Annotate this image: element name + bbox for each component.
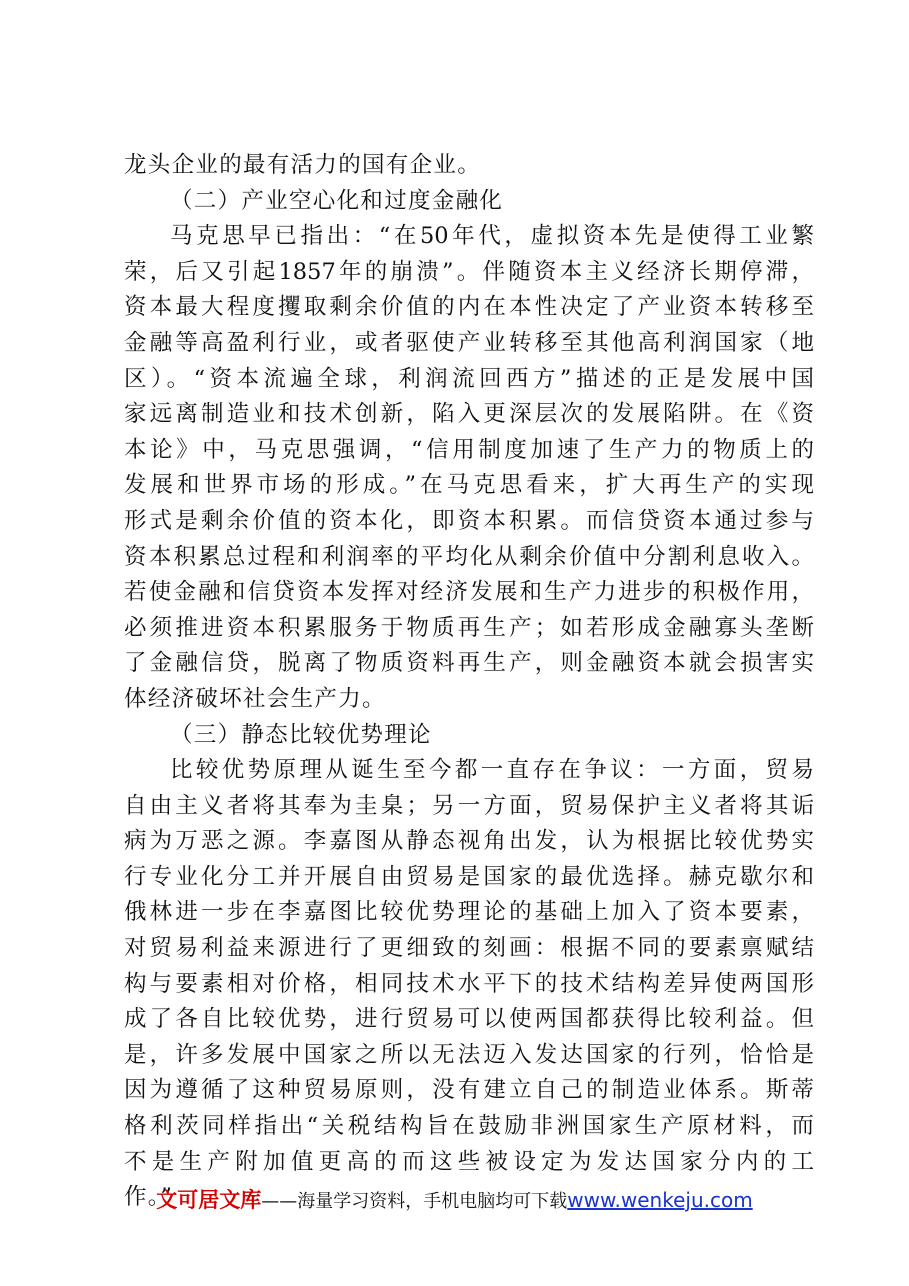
document-body	[124, 148, 814, 1216]
text-line: 格利茨同样指出“关税结构旨在鼓励非洲国家生产原材料，而	[124, 1113, 814, 1140]
text-line: 体经济破坏社会生产力。	[124, 685, 386, 712]
text-line: 金融等高盈利行业，或者驱使产业转移至其他高利润国家（地	[124, 329, 814, 356]
text-line: 若使金融和信贷资本发挥对经济发展和生产力进步的积极作用，	[124, 579, 814, 606]
text-line: 本论》中，马克思强调，“信用制度加速了生产力的物质上的	[124, 436, 814, 463]
section-heading-3: （三）静态比较优势理论	[170, 721, 432, 748]
text-line: 资本最大程度攫取剩余价值的内在本性决定了产业资本转移至	[124, 294, 814, 321]
section-heading-2: （二）产业空心化和过度金融化	[170, 187, 504, 214]
text-line: 对贸易利益来源进行了更细致的刻画：根据不同的要素禀赋结	[124, 935, 814, 962]
text-line: 了金融信贷，脱离了物质资料再生产，则金融资本就会损害实	[124, 650, 814, 677]
site-footer-banner	[0, 1184, 909, 1214]
text-line: 龙头企业的最有活力的国有企业。	[124, 152, 482, 178]
text-line: 自由主义者将其奉为圭臬；另一方面，贸易保护主义者将其诟	[124, 792, 814, 819]
text-line: 区）。“资本流遍全球，利润流回西方”描述的正是发展中国	[124, 365, 814, 392]
text-line: 马克思早已指出：“在50年代，虚拟资本先是使得工业繁	[170, 223, 814, 250]
footer-tagline: ——海量学习资料，手机电脑均可下载	[261, 1191, 568, 1212]
text-line: 形式是剩余价值的资本化，即资本积累。而信贷资本通过参与	[124, 507, 814, 534]
text-line: 资本积累总过程和利润率的平均化从剩余价值中分割利息收入。	[124, 543, 814, 570]
text-line: 因为遵循了这种贸易原则，没有建立自己的制造业体系。斯蒂	[124, 1077, 814, 1104]
text-line: 作。”	[124, 1184, 174, 1211]
text-line: 构与要素相对价格，相同技术水平下的技术结构差异使两国形	[124, 970, 814, 997]
text-line: 不是生产附加值更高的而这些被设定为发达国家分内的工	[124, 1148, 814, 1175]
text-line: 发展和世界市场的形成。”在马克思看来，扩大再生产的实现	[124, 472, 814, 499]
text-line: 俄林进一步在李嘉图比较优势理论的基础上加入了资本要素，	[124, 899, 814, 926]
text-line: 必须推进资本积累服务于物质再生产；如若形成金融寡头垄断	[124, 614, 814, 641]
text-line: 家远离制造业和技术创新，陷入更深层次的发展陷阱。在《资	[124, 401, 814, 428]
brand-name: 文可居文库	[156, 1188, 262, 1212]
text-line: 病为万恶之源。李嘉图从静态视角出发，认为根据比较优势实	[124, 828, 814, 855]
website-link[interactable]: www.wenkeju.com	[567, 1188, 753, 1212]
text-line: 成了各自比较优势，进行贸易可以使两国都获得比较利益。但	[124, 1006, 814, 1033]
text-line: 比较优势原理从诞生至今都一直存在争议：一方面，贸易	[170, 757, 814, 784]
text-line: 行专业化分工并开展自由贸易是国家的最优选择。赫克歇尔和	[124, 863, 814, 890]
text-line: 荣，后又引起1857年的崩溃”。伴随资本主义经济长期停滞，	[124, 258, 814, 285]
text-line: 是，许多发展中国家之所以无法迈入发达国家的行列，恰恰是	[124, 1041, 814, 1068]
